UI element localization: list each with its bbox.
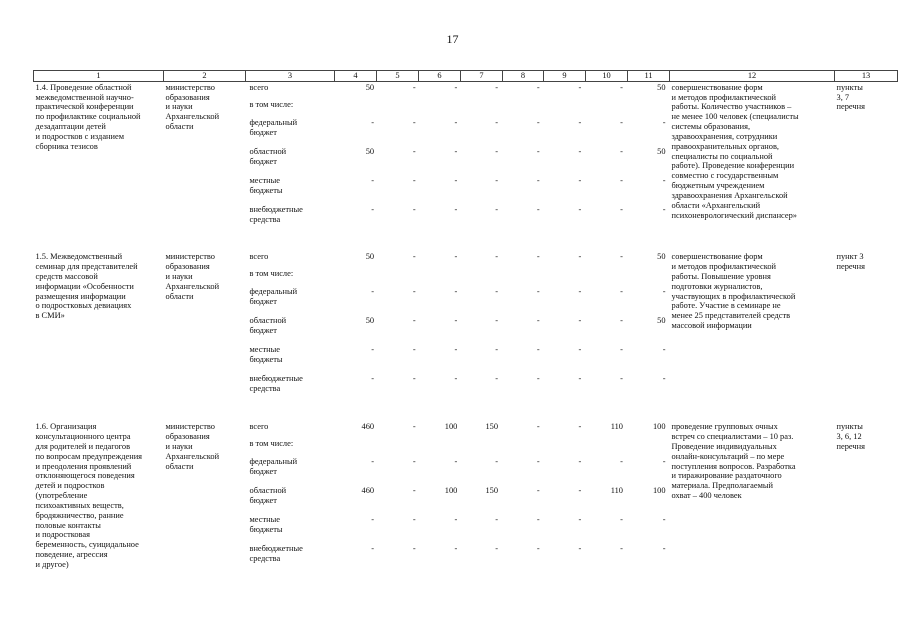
funding-value: - bbox=[495, 287, 499, 297]
funding-value: - bbox=[454, 204, 458, 214]
funding-value: - bbox=[536, 345, 540, 355]
funding-value: - bbox=[620, 345, 623, 355]
column-header: 11 bbox=[628, 71, 670, 82]
funding-row bbox=[248, 515, 668, 544]
funding-value: - bbox=[536, 544, 540, 554]
funding-value: - bbox=[495, 82, 499, 92]
funding-value: - bbox=[412, 146, 416, 156]
funding-value bbox=[334, 100, 376, 118]
executor: министерство образования и науки Архангельской области bbox=[165, 422, 220, 471]
funding-row bbox=[248, 252, 668, 269]
funding-source-label: местные бюджеты bbox=[249, 175, 283, 195]
column-header: 4 bbox=[335, 71, 377, 82]
activity-name: 1.6. Организация консультационного центра для родителей и педагогов по вопросам предупреждения и преодоления проявлений отклоняющегося поведения детей и подростков (употребление психоактивных веществ, бродяжничество, ранние половые контакты и подростковая беременность, суицидальное поведение, агрессия и другое) bbox=[35, 422, 143, 569]
funding-source-label: местные бюджеты bbox=[249, 345, 283, 365]
funding-value: - bbox=[412, 374, 416, 384]
funding-value: - bbox=[578, 117, 582, 127]
funding-value: - bbox=[662, 175, 666, 185]
funding-value: - bbox=[620, 544, 623, 554]
funding-value: 100 bbox=[652, 486, 666, 496]
funding-value: - bbox=[578, 204, 582, 214]
funding-value: - bbox=[662, 515, 666, 525]
funding-value: - bbox=[495, 146, 499, 156]
funding-value: - bbox=[412, 252, 416, 262]
funding-value: - bbox=[495, 374, 499, 384]
funding-value: - bbox=[662, 204, 666, 214]
funding-value: - bbox=[495, 252, 499, 262]
funding-value: - bbox=[495, 515, 499, 525]
funding-value: - bbox=[578, 345, 582, 355]
funding-value: - bbox=[412, 544, 416, 554]
funding-value: - bbox=[495, 117, 499, 127]
funding-value: - bbox=[578, 374, 582, 384]
funding-row bbox=[248, 118, 668, 147]
funding-value: - bbox=[662, 345, 666, 355]
funding-value bbox=[334, 439, 376, 457]
funding-value: - bbox=[412, 117, 416, 127]
funding-value: - bbox=[495, 316, 499, 326]
funding-value: 50 bbox=[657, 146, 666, 156]
funding-value: - bbox=[412, 515, 416, 525]
funding-value: - bbox=[371, 457, 375, 467]
funding-value: - bbox=[662, 117, 666, 127]
funding-value: 150 bbox=[485, 422, 499, 432]
funding-value: - bbox=[536, 117, 540, 127]
funding-value: 50 bbox=[365, 82, 375, 92]
funding-value bbox=[376, 439, 418, 457]
funding-block bbox=[246, 421, 670, 606]
funding-value bbox=[500, 100, 542, 118]
funding-value: - bbox=[536, 252, 540, 262]
funding-source-label: областной бюджет bbox=[249, 146, 287, 166]
funding-row bbox=[248, 345, 668, 374]
funding-row bbox=[248, 147, 668, 176]
program-table bbox=[33, 70, 898, 606]
funding-value: - bbox=[454, 82, 458, 92]
funding-value: - bbox=[412, 82, 416, 92]
funding-value: - bbox=[371, 204, 375, 214]
funding-value bbox=[625, 100, 668, 118]
header-row bbox=[34, 71, 898, 82]
funding-row bbox=[248, 316, 668, 345]
funding-value: - bbox=[662, 544, 666, 554]
funding-block bbox=[246, 81, 670, 251]
funding-value: - bbox=[495, 175, 499, 185]
column-header: 2 bbox=[164, 71, 246, 82]
funding-value: - bbox=[620, 374, 623, 384]
funding-value: 150 bbox=[485, 486, 499, 496]
funding-value: - bbox=[454, 316, 458, 326]
funding-value: - bbox=[412, 316, 416, 326]
funding-value bbox=[376, 100, 418, 118]
funding-row bbox=[248, 269, 668, 287]
funding-value bbox=[334, 269, 376, 287]
funding-value: - bbox=[578, 457, 582, 467]
column-header: 3 bbox=[246, 71, 335, 82]
funding-value: - bbox=[454, 515, 458, 525]
funding-value: - bbox=[495, 204, 499, 214]
funding-row bbox=[248, 374, 668, 403]
funding-value: - bbox=[371, 544, 375, 554]
funding-value: - bbox=[454, 345, 458, 355]
funding-value bbox=[542, 439, 584, 457]
funding-value: - bbox=[371, 117, 375, 127]
funding-value: - bbox=[536, 422, 540, 432]
funding-value: - bbox=[578, 82, 582, 92]
funding-value: - bbox=[536, 515, 540, 525]
executor: министерство образования и науки Архангельской области bbox=[165, 252, 220, 301]
funding-value: - bbox=[454, 146, 458, 156]
funding-source-label: федеральный бюджет bbox=[249, 287, 298, 307]
funding-value bbox=[542, 269, 584, 287]
funding-value: - bbox=[620, 117, 623, 127]
program-points: пункты 3, 7 перечня bbox=[836, 82, 865, 112]
funding-row bbox=[248, 287, 668, 316]
funding-value: - bbox=[454, 175, 458, 185]
funding-value bbox=[418, 100, 460, 118]
funding-value: - bbox=[412, 457, 416, 467]
funding-value: - bbox=[371, 515, 375, 525]
funding-value: - bbox=[412, 345, 416, 355]
column-header: 10 bbox=[586, 71, 628, 82]
funding-value: - bbox=[371, 287, 375, 297]
funding-source-label: федеральный бюджет bbox=[249, 117, 298, 137]
expected-result: совершенствование форм и методов профилактической работы. Повышение уровня подготовки журналистов, участвующих в профилактической работе. Участие в семинаре не менее 25 представителей средств массовой информации bbox=[671, 252, 796, 331]
funding-value: 50 bbox=[365, 146, 375, 156]
funding-value: - bbox=[495, 457, 499, 467]
funding-value: - bbox=[620, 252, 623, 262]
funding-value: - bbox=[620, 175, 623, 185]
funding-value: - bbox=[620, 146, 623, 156]
funding-value: 50 bbox=[657, 316, 666, 326]
funding-source-label: всего bbox=[249, 252, 269, 262]
funding-value: - bbox=[371, 175, 375, 185]
funding-value: - bbox=[495, 544, 499, 554]
funding-value: - bbox=[371, 345, 375, 355]
funding-value: - bbox=[578, 422, 582, 432]
funding-value: 110 bbox=[610, 486, 623, 496]
funding-value: - bbox=[620, 515, 623, 525]
funding-block bbox=[246, 251, 670, 421]
funding-value bbox=[583, 100, 625, 118]
funding-value: 50 bbox=[365, 316, 375, 326]
funding-value: 100 bbox=[652, 422, 666, 432]
funding-value: - bbox=[578, 486, 582, 496]
column-header: 9 bbox=[544, 71, 586, 82]
funding-value: 50 bbox=[365, 252, 375, 262]
funding-value: - bbox=[412, 287, 416, 297]
table-row bbox=[34, 81, 898, 251]
funding-value: - bbox=[412, 422, 416, 432]
funding-value bbox=[583, 269, 625, 287]
funding-source-label: федеральный бюджет bbox=[249, 457, 298, 477]
funding-value: - bbox=[578, 175, 582, 185]
funding-value: 50 bbox=[657, 252, 666, 262]
column-header: 13 bbox=[835, 71, 898, 82]
funding-value bbox=[418, 439, 460, 457]
expected-result: проведение групповых очных встреч со специалистами – 10 раз. Проведение индивидуальных онлайн-консультаций – по мере поступления вопросов. Разработка и тиражирование раздаточного материала. Предполагаемый охват – 400 человек bbox=[671, 422, 796, 501]
funding-value: - bbox=[412, 204, 416, 214]
funding-value: - bbox=[578, 316, 582, 326]
funding-value: - bbox=[536, 457, 540, 467]
funding-value: - bbox=[662, 374, 666, 384]
column-header: 8 bbox=[503, 71, 544, 82]
funding-row bbox=[248, 176, 668, 205]
funding-value: - bbox=[620, 457, 623, 467]
funding-source-label: в том числе: bbox=[249, 269, 294, 279]
funding-value: - bbox=[454, 457, 458, 467]
funding-row bbox=[248, 457, 668, 486]
funding-value: - bbox=[495, 345, 499, 355]
funding-source-label: местные бюджеты bbox=[249, 515, 283, 535]
funding-value: - bbox=[620, 316, 623, 326]
funding-row bbox=[248, 544, 668, 573]
column-header: 7 bbox=[461, 71, 503, 82]
funding-source-label: в том числе: bbox=[249, 99, 294, 109]
funding-value bbox=[500, 269, 542, 287]
funding-value: - bbox=[454, 117, 458, 127]
program-points: пункты 3, 6, 12 перечня bbox=[836, 422, 865, 451]
funding-value: 100 bbox=[444, 486, 458, 496]
funding-source-label: областной бюджет bbox=[249, 486, 287, 506]
funding-value: 460 bbox=[361, 486, 375, 496]
funding-value: - bbox=[620, 204, 623, 214]
funding-value: 100 bbox=[444, 422, 458, 432]
funding-value: - bbox=[454, 544, 458, 554]
funding-value: - bbox=[412, 486, 416, 496]
funding-source-label: внебюджетные средства bbox=[249, 204, 303, 224]
funding-source-label: всего bbox=[249, 82, 269, 92]
funding-value: - bbox=[578, 287, 582, 297]
funding-value bbox=[625, 269, 668, 287]
funding-row bbox=[248, 100, 668, 118]
column-header: 12 bbox=[670, 71, 835, 82]
funding-source-label: внебюджетные средства bbox=[249, 544, 303, 564]
funding-value: - bbox=[536, 374, 540, 384]
funding-value bbox=[376, 269, 418, 287]
funding-value: - bbox=[536, 146, 540, 156]
funding-value: - bbox=[578, 146, 582, 156]
funding-value: - bbox=[578, 544, 582, 554]
funding-source-label: областной бюджет bbox=[249, 316, 287, 336]
funding-value bbox=[625, 439, 668, 457]
funding-source-label: внебюджетные средства bbox=[249, 374, 303, 394]
funding-value: - bbox=[454, 374, 458, 384]
funding-value bbox=[542, 100, 584, 118]
funding-value bbox=[459, 100, 500, 118]
funding-value: - bbox=[536, 175, 540, 185]
funding-value: - bbox=[620, 287, 623, 297]
table-row bbox=[34, 421, 898, 606]
activity-name: 1.5. Межведомственный семинар для представителей средств массовой информации «Особенности размещения информации о подростковых девиациях в СМИ» bbox=[35, 252, 138, 321]
funding-value: - bbox=[536, 316, 540, 326]
funding-value: 460 bbox=[361, 422, 375, 432]
funding-value bbox=[459, 439, 500, 457]
funding-value bbox=[583, 439, 625, 457]
program-points: пункт 3 перечня bbox=[836, 252, 865, 272]
funding-value: - bbox=[662, 287, 666, 297]
page-number: 17 bbox=[446, 32, 459, 46]
funding-value: 110 bbox=[610, 422, 623, 432]
funding-row bbox=[248, 486, 668, 515]
activity-name: 1.4. Проведение областной межведомственной научно- практической конференции по профилактике социальной дезадаптации детей и подростков с изданием сборника тезисов bbox=[35, 82, 141, 151]
funding-row bbox=[248, 205, 668, 234]
funding-value: - bbox=[454, 252, 458, 262]
funding-value: - bbox=[536, 486, 540, 496]
expected-result: совершенствование форм и методов профилактической работы. Количество участников – не менее 100 человек (специалисты системы образования, здравоохранения, сотрудники правоохранительных органов, специалисты по социальной работе). Проведение конференции совместно с государственным бюджетным учреждением здравоохранения Архангельской области «Архангельский психоневрологический диспансер» bbox=[671, 82, 799, 220]
column-header: 6 bbox=[419, 71, 461, 82]
column-header: 5 bbox=[377, 71, 419, 82]
funding-row bbox=[248, 83, 668, 100]
column-header: 1 bbox=[34, 71, 164, 82]
funding-value: - bbox=[620, 82, 623, 92]
funding-value: - bbox=[371, 374, 375, 384]
funding-source-label: в том числе: bbox=[249, 439, 294, 449]
funding-value: 50 bbox=[657, 82, 666, 92]
funding-source-label: всего bbox=[249, 422, 269, 432]
table-row bbox=[34, 251, 898, 421]
funding-value: - bbox=[412, 175, 416, 185]
funding-value: - bbox=[662, 457, 666, 467]
funding-value: - bbox=[536, 82, 540, 92]
funding-value: - bbox=[454, 287, 458, 297]
funding-value: - bbox=[578, 515, 582, 525]
funding-value bbox=[459, 269, 500, 287]
funding-row bbox=[248, 439, 668, 457]
funding-row bbox=[248, 422, 668, 439]
funding-value: - bbox=[536, 287, 540, 297]
funding-value: - bbox=[578, 252, 582, 262]
executor: министерство образования и науки Архангельской области bbox=[165, 82, 220, 132]
funding-value bbox=[500, 439, 542, 457]
funding-value: - bbox=[536, 204, 540, 214]
funding-value bbox=[418, 269, 460, 287]
